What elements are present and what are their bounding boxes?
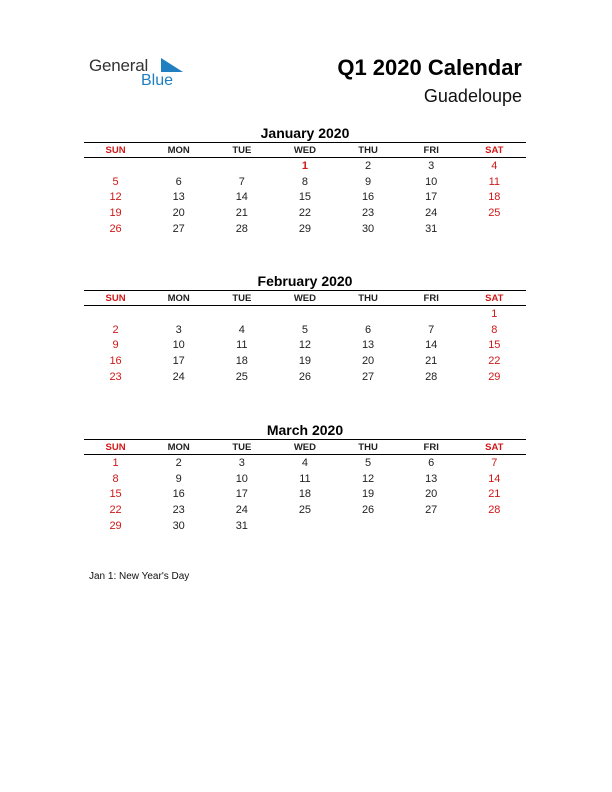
date-cell: 26 — [109, 223, 122, 236]
calendar-grid — [84, 290, 526, 385]
weekday-wed: WED — [293, 441, 317, 453]
weekday-thu: THU — [358, 144, 378, 156]
week-row — [84, 471, 526, 487]
date-cell: 14 — [425, 339, 438, 352]
date-cell: 30 — [172, 520, 185, 533]
date-cell: 4 — [491, 159, 498, 172]
date-cell: 6 — [365, 323, 372, 336]
week-row — [84, 518, 526, 534]
date-cell: 12 — [109, 191, 122, 204]
date-cell: 5 — [365, 456, 372, 469]
date-cell: 28 — [488, 504, 501, 517]
date-cell: 20 — [172, 207, 185, 220]
date-cell: 28 — [425, 371, 438, 384]
calendar-grid — [84, 439, 526, 534]
date-cell: 9 — [365, 175, 372, 188]
date-cell: 12 — [361, 472, 375, 485]
date-cell: 19 — [361, 488, 375, 501]
date-cell: 23 — [361, 207, 375, 220]
weekday-fri: FRI — [423, 292, 439, 304]
date-cell: 4 — [238, 323, 245, 336]
date-cell: 31 — [235, 520, 248, 533]
date-cell: 24 — [172, 371, 185, 384]
date-cell: 16 — [361, 191, 375, 204]
week-row — [84, 502, 526, 518]
date-cell: 31 — [425, 223, 438, 236]
week-row — [84, 353, 526, 369]
date-cell: 3 — [428, 159, 435, 172]
date-cell: 13 — [361, 339, 375, 352]
date-cell: 25 — [488, 207, 501, 220]
date-cell: 7 — [491, 456, 498, 469]
week-row — [84, 306, 526, 322]
date-cell: 27 — [172, 223, 185, 236]
week-row — [84, 174, 526, 190]
date-cell: 20 — [361, 355, 375, 368]
date-cell: 18 — [488, 191, 501, 204]
date-cell: 26 — [298, 371, 312, 384]
date-cell: 17 — [235, 488, 248, 501]
weekday-wed: WED — [293, 292, 317, 304]
date-cell: 2 — [112, 323, 119, 336]
date-cell: 24 — [425, 207, 438, 220]
weekday-fri: FRI — [423, 441, 439, 453]
date-cell: 7 — [428, 323, 435, 336]
week-row — [84, 455, 526, 471]
date-cell: 11 — [488, 175, 501, 188]
date-cell: 25 — [298, 504, 312, 517]
date-cell: 8 — [491, 323, 498, 336]
date-cell: 21 — [488, 488, 501, 501]
date-cell: 8 — [301, 175, 308, 188]
date-cell: 18 — [235, 355, 248, 368]
date-cell: 16 — [172, 488, 185, 501]
date-cell: 29 — [488, 371, 501, 384]
date-cell: 2 — [175, 456, 182, 469]
weekday-fri: FRI — [423, 144, 439, 156]
date-cell: 23 — [109, 371, 122, 384]
logo-text-general: General — [89, 56, 149, 75]
weekday-sat: SAT — [485, 292, 504, 304]
date-cell: 13 — [425, 472, 438, 485]
date-cell: 24 — [235, 504, 248, 517]
date-cell: 27 — [425, 504, 438, 517]
date-cell: 14 — [488, 472, 501, 485]
date-cell: 12 — [298, 339, 312, 352]
date-cell: 22 — [488, 355, 501, 368]
date-cell: 15 — [488, 339, 501, 352]
week-row — [84, 221, 526, 237]
date-cell: 29 — [298, 223, 312, 236]
calendar-grid — [84, 142, 526, 237]
date-cell: 9 — [112, 339, 119, 352]
generalblue-logo — [89, 56, 199, 96]
date-cell: 7 — [238, 175, 245, 188]
date-cell: 22 — [109, 504, 122, 517]
weekday-thu: THU — [358, 292, 378, 304]
date-cell: 28 — [235, 223, 248, 236]
date-cell: 10 — [425, 175, 438, 188]
date-cell: 19 — [298, 355, 312, 368]
week-row — [84, 487, 526, 503]
date-cell: 3 — [175, 323, 182, 336]
weekday-mon: MON — [167, 292, 190, 304]
week-row — [84, 205, 526, 221]
weekday-sun: SUN — [105, 144, 126, 156]
date-cell: 11 — [236, 339, 248, 352]
week-row — [84, 338, 526, 354]
weekday-sat: SAT — [485, 144, 504, 156]
date-cell: 15 — [109, 488, 122, 501]
date-cell: 6 — [175, 175, 182, 188]
date-cell: 23 — [172, 504, 185, 517]
week-row — [84, 322, 526, 338]
week-row — [84, 158, 526, 174]
month-march — [84, 422, 526, 534]
region-name: Guadeloupe — [423, 86, 522, 106]
holiday-note: Jan 1: New Year's Day — [89, 571, 190, 582]
weekday-header-row — [84, 439, 526, 455]
month-title: February 2020 — [257, 273, 353, 289]
weekday-sun: SUN — [105, 441, 126, 453]
weekday-sat: SAT — [485, 441, 504, 453]
date-cell: 17 — [425, 191, 438, 204]
date-cell: 6 — [428, 456, 435, 469]
date-cell: 19 — [109, 207, 122, 220]
weekday-tue: TUE — [232, 144, 252, 156]
date-cell: 17 — [172, 355, 185, 368]
month-january — [84, 125, 526, 237]
logo-text-blue: Blue — [141, 72, 174, 89]
date-cell: 10 — [172, 339, 185, 352]
weekday-wed: WED — [293, 144, 317, 156]
date-cell: 18 — [298, 488, 312, 501]
date-cell: 10 — [235, 472, 248, 485]
weekday-mon: MON — [167, 144, 190, 156]
date-cell: 8 — [112, 472, 119, 485]
date-cell: 1 — [112, 456, 119, 469]
date-cell: 13 — [172, 191, 185, 204]
date-cell: 11 — [299, 472, 311, 485]
date-cell: 3 — [238, 456, 245, 469]
weekday-thu: THU — [358, 441, 378, 453]
weekday-tue: TUE — [232, 441, 252, 453]
page-title: Q1 2020 Calendar — [337, 55, 522, 80]
date-cell: 5 — [301, 323, 308, 336]
date-cell: 25 — [235, 371, 248, 384]
month-title: March 2020 — [266, 422, 344, 438]
month-february — [84, 273, 526, 385]
date-cell: 29 — [109, 520, 122, 533]
weekday-tue: TUE — [232, 292, 252, 304]
date-cell: 20 — [425, 488, 438, 501]
date-cell: 2 — [365, 159, 372, 172]
date-cell: 21 — [425, 355, 438, 368]
weekday-mon: MON — [167, 441, 190, 453]
date-cell: 4 — [301, 456, 308, 469]
weekday-header-row — [84, 290, 526, 306]
month-title: January 2020 — [260, 125, 350, 141]
date-cell: 27 — [361, 371, 375, 384]
weekday-header-row — [84, 142, 526, 158]
holiday-notes — [89, 571, 189, 582]
date-cell: 5 — [112, 175, 119, 188]
date-cell: 21 — [235, 207, 248, 220]
week-row — [84, 190, 526, 206]
date-cell: 30 — [361, 223, 375, 236]
weekday-sun: SUN — [105, 292, 126, 304]
date-cell: 16 — [109, 355, 122, 368]
logo-flag-icon — [161, 58, 183, 72]
week-row — [84, 369, 526, 385]
holiday-date-cell: 1 — [301, 159, 308, 172]
date-cell: 1 — [491, 307, 498, 320]
date-cell: 15 — [298, 191, 312, 204]
date-cell: 14 — [235, 191, 248, 204]
date-cell: 22 — [298, 207, 312, 220]
date-cell: 9 — [175, 472, 182, 485]
date-cell: 26 — [361, 504, 375, 517]
